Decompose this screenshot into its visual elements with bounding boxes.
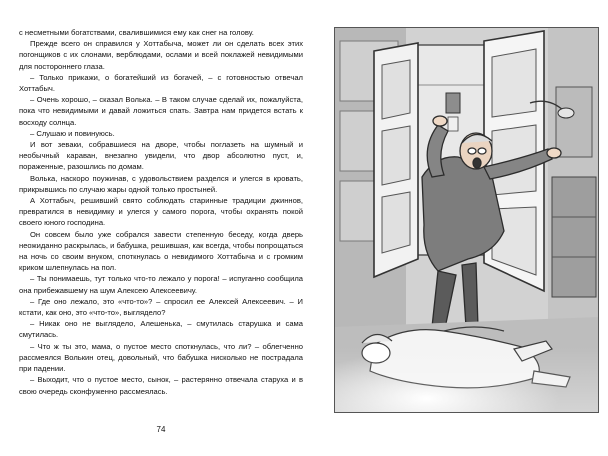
paragraph: – Только прикажи, о богатейший из богачей, – с готовностью отвечал Хоттабыч. — [19, 72, 303, 94]
page-number: 74 — [156, 425, 166, 434]
paragraph: Прежде всего он справился у Хоттабыча, может ли он сделать всех этих погонщиков с их слонами, верблюдами, ослами и всей поклажей невидимыми для постороннего глаза. — [19, 39, 303, 71]
paragraph: – Никак оно не выглядело, Алешенька, – смутилась старушка и сама смутилась. — [19, 319, 303, 340]
paragraph: – Выходит, что о пустое место, сынок, – растерянно отвечала старуха и в свою очередь сконфуженно рассмеялась. — [19, 375, 303, 396]
paragraph: И вот зеваки, собравшиеся на дворе, чтобы поглазеть на шумный и необычный караван, внезапно увидели, что двор абсолютно пуст, и, пораженные, разошлись по домам. — [19, 140, 303, 172]
page-text — [19, 27, 303, 397]
paragraph: Волька, наскоро поужинав, с удовольствием разделся и улегся в кровать, прикрывшись по случаю жары одной только простыней. — [19, 173, 303, 194]
illustration-drawing — [334, 27, 599, 413]
paragraph: с несметными богатствами, свалившимися ему как снег на голову. — [19, 28, 254, 37]
paragraph: Он совсем было уже собрался завести степенную беседу, когда дверь неожиданно раскрылась, и бабушка, решившая, как всегда, чтобы попрощаться на ночь со своим внуком, споткнулась о невидимого Хоттабыча и с громким криком шлепнулась на пол. — [19, 229, 303, 273]
paragraph: – Слушаю и повинуюсь. — [30, 128, 115, 138]
book-illustration — [334, 27, 599, 413]
paragraph: А Хоттабыч, решивший свято соблюдать старинные традиции джиннов, превратился в невидимку и улегся у самого порога, чтобы охранять покой своего юного господина. — [19, 196, 303, 228]
paragraph: – Где оно лежало, это «что-то»? – спросил ее Алексей Алексеевич. – И кстати, как оно, это «что-то», выглядело? — [19, 296, 303, 318]
paragraph: – Очень хорошо, – сказал Волька. – В таком случае сделай их, пожалуйста, пока что невидимыми и давай ложиться спать. Завтра нам придется встать к восходу солнца. — [19, 95, 303, 127]
paragraph: – Что ж ты это, мама, о пустое место споткнулась, что ли? – облегченно рассмеялся Волькин отец, довольный, что бабушка нисколько не пострадала при падении. — [19, 341, 303, 374]
paragraph: – Ты понимаешь, тут только что-то лежало у порога! – испуганно сообщила она прибежавшему на шум Алексею Алексеевичу. — [19, 274, 303, 295]
